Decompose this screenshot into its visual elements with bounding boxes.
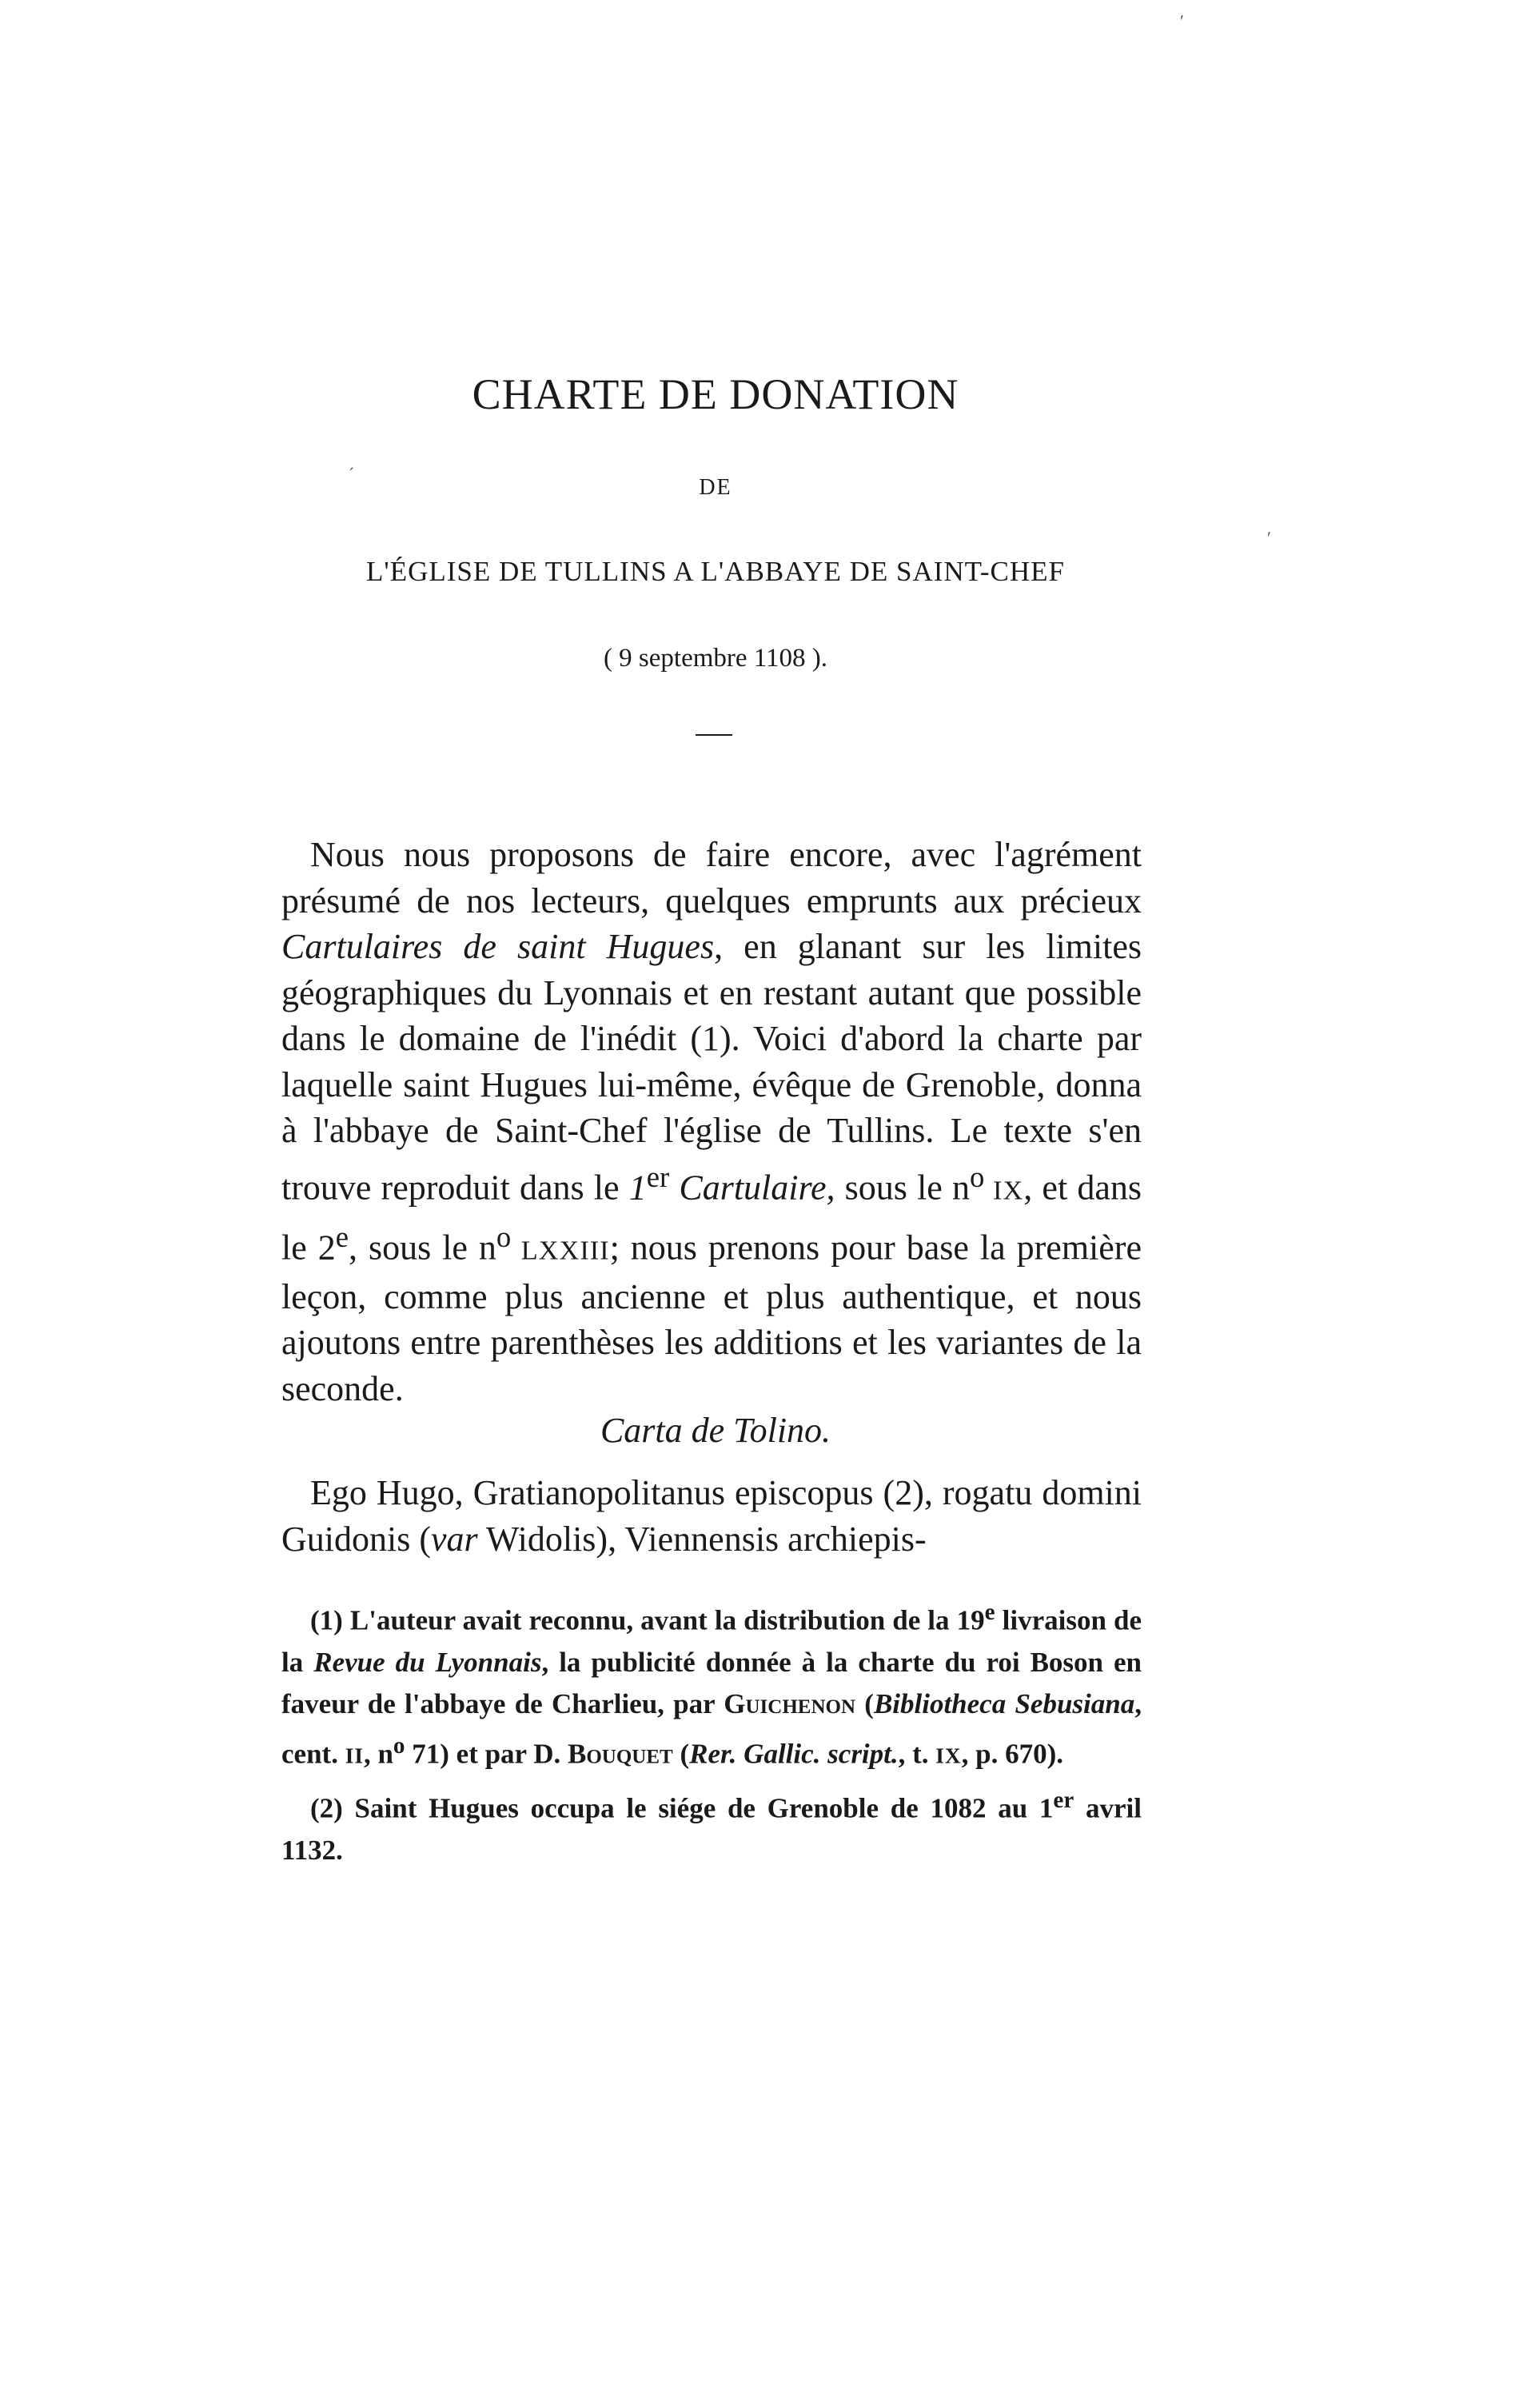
section-divider xyxy=(696,734,732,736)
fn1-roman-ii: II xyxy=(345,1743,364,1768)
fn1-author-guichenon: Guichenon xyxy=(724,1687,856,1719)
charter-heading: Carta de Tolino. xyxy=(600,1411,831,1450)
title-connector: DE xyxy=(699,475,732,500)
fn1-italic-revue: Revue du Lyonnais xyxy=(313,1646,542,1678)
charter-text-1: Ego Hugo, Gratianopolitanus episcopus (2), rogatu domini Guidonis ( xyxy=(281,1473,1142,1559)
intro-text-4: , et dans le 2 xyxy=(281,1168,1142,1268)
fn2-sup-er: er xyxy=(1053,1787,1074,1814)
intro-sup-e: e xyxy=(335,1220,349,1253)
footnotes xyxy=(281,1591,1142,1875)
intro-roman-lxxiii: LXXIII xyxy=(511,1235,610,1266)
charter-date: ( 9 septembre 1108 ). xyxy=(603,644,828,673)
paper-speck: ʹ xyxy=(1180,11,1184,31)
fn1-text-3: , la publicité donnée à la charte du roi Boson en faveur de l'abbaye de Charlieu, par xyxy=(281,1646,1142,1719)
charter-paragraph xyxy=(281,1470,1142,1562)
fn1-text-10: , p. 670). xyxy=(961,1738,1064,1770)
fn1-sup-e: e xyxy=(984,1599,995,1625)
fn1-roman-ix: IX xyxy=(935,1743,962,1768)
charter-italic-var: var xyxy=(431,1519,478,1559)
fn1-author-bouquet: Bouquet xyxy=(568,1738,673,1770)
fn1-sup-o: o xyxy=(393,1732,405,1759)
fn1-text-5: , cent. xyxy=(281,1687,1142,1770)
page-subtitle: L'ÉGLISE DE TULLINS A L'ABBAYE DE SAINT-CHEF xyxy=(366,556,1065,587)
fn1-text-4: ( xyxy=(855,1687,874,1719)
fn1-text-8: ( xyxy=(672,1738,690,1770)
intro-paragraph xyxy=(281,832,1142,1412)
paper-speck: ˊ xyxy=(349,464,355,484)
charter-text-2: Widolis), Viennensis archiepis- xyxy=(477,1519,927,1559)
intro-sup-o-1: o xyxy=(970,1160,985,1193)
intro-italic-cartulaires: Cartulaires de saint Hugues xyxy=(281,927,715,966)
paper-speck: ʹ xyxy=(1267,528,1271,548)
fn1-italic-rer-gallic: Rer. Gallic. script. xyxy=(689,1738,899,1770)
fn1-text-7: 71) et par D. xyxy=(405,1738,568,1770)
fn1-text-2: livraison de la xyxy=(281,1604,1142,1678)
intro-text-2: , en glanant sur les limites géographiques du Lyonnais et en restant autant que possible dans le domaine de l'inédit (1). Voici d'abord la charte par laquelle saint Hugues lui-même, évêque de Grenoble, donna à l'abbaye de Saint-Chef l'église de Tullins. Le texte s'en trouve reproduit dans le xyxy=(281,927,1142,1208)
fn2-text-2: avril 1132. xyxy=(281,1792,1142,1866)
fn1-text-1: (1) L'auteur avait reconnu, avant la distribution de la 19 xyxy=(310,1604,985,1636)
intro-sup-o-2: o xyxy=(496,1220,512,1253)
intro-text-6: ; nous prenons pour base la première leçon, comme plus ancienne et plus authentique, et nous ajoutons entre parenthèses les additions et les variantes de la seconde. xyxy=(281,1228,1142,1408)
footnote-2 xyxy=(281,1779,1142,1871)
intro-text-5: , sous le n xyxy=(349,1228,496,1268)
page-title: CHARTE DE DONATION xyxy=(472,370,959,418)
intro-italic-cartulaire-word: Cartulaire, xyxy=(669,1168,835,1208)
footnote-1 xyxy=(281,1591,1142,1776)
fn1-text-9: , t. xyxy=(898,1738,936,1770)
fn2-text-1: (2) Saint Hugues occupa le siége de Grenoble de 1082 au 1 xyxy=(310,1792,1054,1824)
intro-text-1: Nous nous proposons de faire encore, avec l'agrément présumé de nos lecteurs, quelques emprunts aux précieux xyxy=(281,835,1142,920)
intro-text-3: sous le n xyxy=(835,1168,970,1208)
fn1-italic-bibliotheca: Bibliotheca Sebusiana xyxy=(873,1687,1135,1719)
fn1-text-6: , n xyxy=(363,1738,393,1770)
intro-italic-cartulaire-num: 1 xyxy=(628,1168,647,1208)
intro-sup-er: er xyxy=(646,1160,670,1193)
intro-roman-ix: IX xyxy=(984,1175,1024,1206)
